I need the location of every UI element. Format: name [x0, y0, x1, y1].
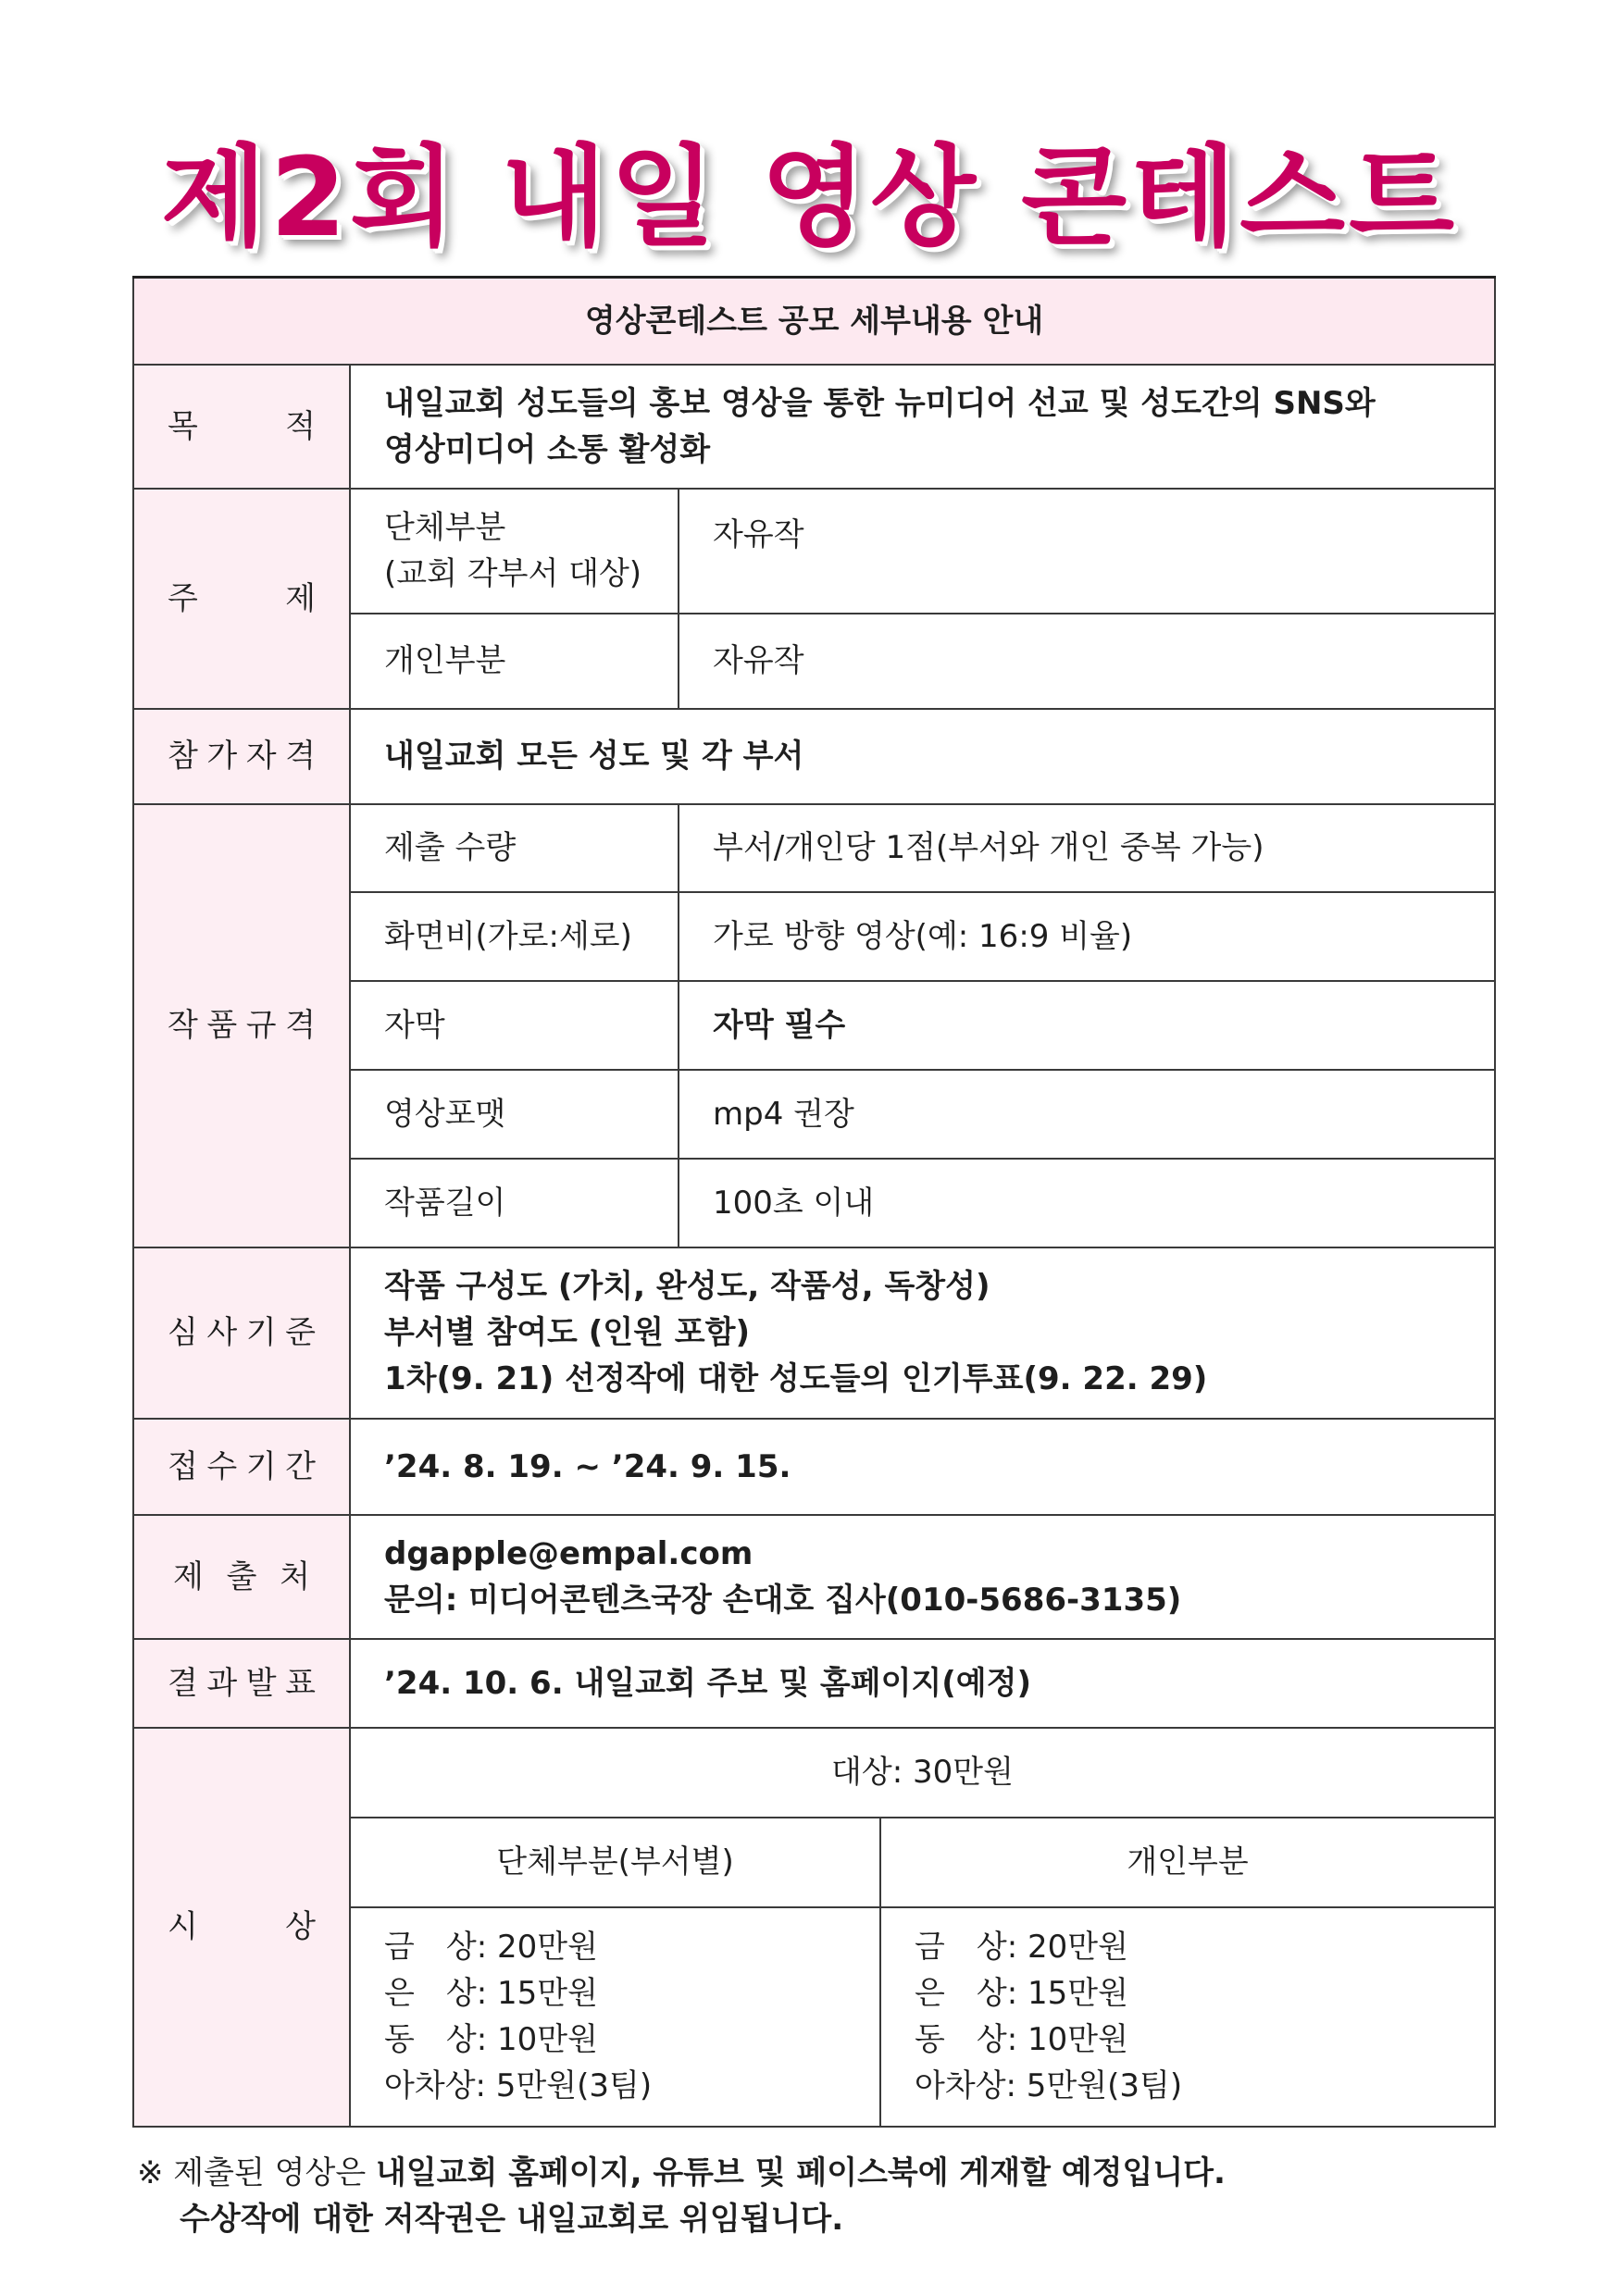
spec-value: mp4 권장: [679, 1070, 1495, 1159]
label-eligibility: 참 가 자 격: [133, 709, 350, 804]
prize-line: 아차상: 5만원(3팀): [915, 2067, 1183, 2104]
label-criteria: 심 사 기 준: [133, 1247, 350, 1419]
award-group-prizes: [350, 1907, 880, 2127]
award-grand: 대상: 30만원: [350, 1728, 1495, 1818]
spec-name: 제출 수량: [350, 804, 679, 892]
footnote-bold: 내일교회 홈페이지, 유튜브 및 페이스북에 게재할 예정입니다.: [375, 2154, 1226, 2191]
label-purpose: 목 적: [133, 365, 350, 489]
period-value: ’24. 8. 19. ~ ’24. 9. 15.: [350, 1419, 1495, 1515]
prize-line: 아차상: 5만원(3팀): [384, 2067, 653, 2104]
spec-name: 영상포맷: [350, 1070, 679, 1159]
criteria-value: 작품 구성도 (가치, 완성도, 작품성, 독창성) 부서별 참여도 (인원 포함) 1차(9. 21) 선정작에 대한 성도들의 인기투표(9. 22. 29): [350, 1247, 1495, 1419]
spec-value: 부서/개인당 1점(부서와 개인 중복 가능): [679, 804, 1495, 892]
contest-details-table: [132, 276, 1496, 2128]
spec-name: 자막: [350, 981, 679, 1070]
label-theme: 주 제: [133, 489, 350, 709]
result-value: ’24. 10. 6. 내일교회 주보 및 홈페이지(예정): [350, 1639, 1495, 1728]
prize-line: 동 상: 10만원: [915, 2021, 1128, 2058]
label-spec: 작 품 규 격: [133, 804, 350, 1247]
award-individual-prizes: [880, 1907, 1495, 2127]
award-group-title: 단체부분(부서별): [350, 1818, 880, 1907]
theme-individual-name: 개인부분: [350, 614, 679, 709]
theme-group-name: 단체부분 (교회 각부서 대상): [350, 489, 679, 614]
spec-name: 작품길이: [350, 1159, 679, 1247]
label-award: 시 상: [133, 1728, 350, 2127]
prize-line: 동 상: 10만원: [384, 2021, 598, 2058]
eligibility-value: 내일교회 모든 성도 및 각 부서: [350, 709, 1495, 804]
submit-contact: 문의: 미디어콘텐츠국장 손대호 집사(010-5686-3135): [384, 1581, 1182, 1619]
footnote-line2: 수상작에 대한 저작권은 내일교회로 위임됩니다.: [180, 2201, 844, 2238]
submit-value: [350, 1515, 1495, 1639]
award-individual-title: 개인부분: [880, 1818, 1495, 1907]
label-submit: 제 출 처: [133, 1515, 350, 1639]
footnote-lead: ※ 제출된 영상은: [137, 2154, 367, 2191]
spec-value: 자막 필수: [679, 981, 1495, 1070]
label-period: 접 수 기 간: [133, 1419, 350, 1515]
spec-name: 화면비(가로:세로): [350, 892, 679, 981]
label-result: 결 과 발 표: [133, 1639, 350, 1728]
prize-line: 금 상: 20만원: [915, 1929, 1128, 1966]
purpose-value: 내일교회 성도들의 홍보 영상을 통한 뉴미디어 선교 및 성도간의 SNS와 영상미디어 소통 활성화: [350, 365, 1495, 489]
theme-group-value: 자유작: [679, 489, 1495, 614]
page-title: 제2회 내일 영상 콘테스트: [160, 133, 1459, 261]
footnote: [137, 2150, 1226, 2242]
spec-value: 100초 이내: [679, 1159, 1495, 1247]
table-header: 영상콘테스트 공모 세부내용 안내: [133, 278, 1495, 365]
prize-line: 금 상: 20만원: [384, 1929, 598, 1966]
prize-line: 은 상: 15만원: [384, 1975, 598, 2012]
prize-line: 은 상: 15만원: [915, 1975, 1128, 2012]
theme-individual-value: 자유작: [679, 614, 1495, 709]
submit-email[interactable]: dgapple@empal.com: [384, 1534, 753, 1572]
spec-value: 가로 방향 영상(예: 16:9 비율): [679, 892, 1495, 981]
